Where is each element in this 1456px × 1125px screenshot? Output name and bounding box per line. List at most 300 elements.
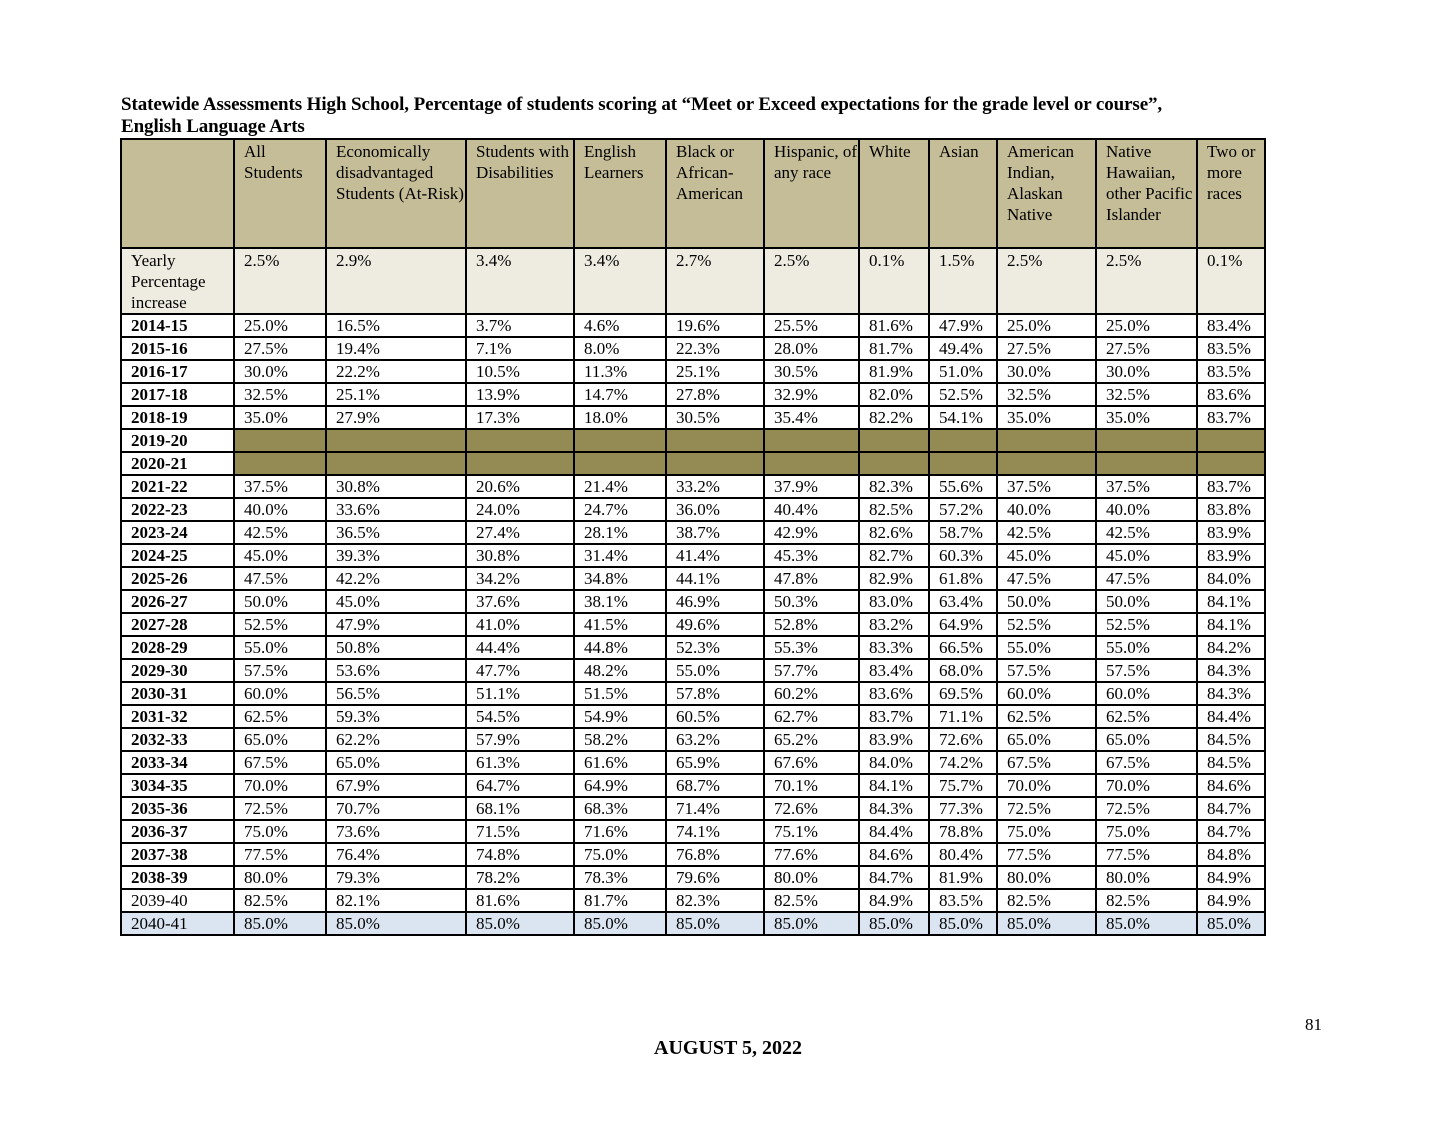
row-year-label: 2030-31 xyxy=(121,682,234,705)
table-cell: 85.0% xyxy=(326,912,466,935)
table-cell: 27.9% xyxy=(326,406,466,429)
table-cell: 52.3% xyxy=(666,636,764,659)
table-cell: 30.0% xyxy=(234,360,326,383)
row-year-label: 2028-29 xyxy=(121,636,234,659)
row-year-label: 2017-18 xyxy=(121,383,234,406)
table-cell: 51.0% xyxy=(929,360,997,383)
table-cell: 40.4% xyxy=(764,498,859,521)
table-cell: 38.7% xyxy=(666,521,764,544)
page-number: 81 xyxy=(1305,1015,1322,1034)
table-cell: 84.7% xyxy=(859,866,929,889)
table-cell: 67.9% xyxy=(326,774,466,797)
table-cell: 30.5% xyxy=(764,360,859,383)
header-cell-american-indian: American Indian, Alaskan Native xyxy=(997,139,1096,248)
table-cell: 75.0% xyxy=(997,820,1096,843)
table-cell: 47.7% xyxy=(466,659,574,682)
table-cell: 31.4% xyxy=(574,544,666,567)
table-cell: 30.8% xyxy=(466,544,574,567)
row-year-label: 2019-20 xyxy=(121,429,234,452)
row-year-label: 2014-15 xyxy=(121,314,234,337)
table-cell: 42.5% xyxy=(997,521,1096,544)
table-cell: 13.9% xyxy=(466,383,574,406)
table-cell: 76.4% xyxy=(326,843,466,866)
header-cell-two-or-more: Two or more races xyxy=(1197,139,1265,248)
header-cell-econ-disadvantaged: Economically disadvantaged Students (At-Risk) xyxy=(326,139,466,248)
table-cell: 40.0% xyxy=(997,498,1096,521)
table-cell: 84.1% xyxy=(1197,613,1265,636)
header-cell-all-students: All Students xyxy=(234,139,326,248)
table-cell: 83.0% xyxy=(859,590,929,613)
table-cell xyxy=(666,452,764,475)
table-cell: 72.5% xyxy=(1096,797,1197,820)
footer-date: AUGUST 5, 2022 xyxy=(654,1037,802,1059)
table-cell: 51.5% xyxy=(574,682,666,705)
table-cell xyxy=(997,452,1096,475)
header-cell-disabilities: Students with Disabilities xyxy=(466,139,574,248)
table-cell: 65.0% xyxy=(326,751,466,774)
table-cell: 65.0% xyxy=(1096,728,1197,751)
table-row xyxy=(121,314,1265,337)
table-row xyxy=(121,682,1265,705)
row-year-label: 2022-23 xyxy=(121,498,234,521)
table-cell: 41.5% xyxy=(574,613,666,636)
table-cell: 84.3% xyxy=(1197,682,1265,705)
table-cell: 83.6% xyxy=(1197,383,1265,406)
table-cell: 7.1% xyxy=(466,337,574,360)
table-cell xyxy=(1197,429,1265,452)
table-cell: 67.5% xyxy=(234,751,326,774)
table-cell: 52.5% xyxy=(929,383,997,406)
table-cell: 49.4% xyxy=(929,337,997,360)
table-cell: 67.5% xyxy=(1096,751,1197,774)
table-row xyxy=(121,475,1265,498)
header-cell-white: White xyxy=(859,139,929,248)
header-cell-corner xyxy=(121,139,234,248)
table-cell: 70.0% xyxy=(997,774,1096,797)
table-cell: 41.0% xyxy=(466,613,574,636)
table-cell: 75.0% xyxy=(574,843,666,866)
table-cell: 82.2% xyxy=(859,406,929,429)
table-cell: 58.2% xyxy=(574,728,666,751)
table-cell: 74.2% xyxy=(929,751,997,774)
row-year-label: 2015-16 xyxy=(121,337,234,360)
row-year-label: 2018-19 xyxy=(121,406,234,429)
table-cell: 80.4% xyxy=(929,843,997,866)
table-cell: 64.7% xyxy=(466,774,574,797)
table-cell: 47.5% xyxy=(997,567,1096,590)
table-cell: 50.0% xyxy=(997,590,1096,613)
table-cell: 57.9% xyxy=(466,728,574,751)
title-line-1: Statewide Assessments High School, Percentage of students scoring at “Meet or Exceed expectations for the grade level or course”, xyxy=(121,94,1163,115)
table-row xyxy=(121,613,1265,636)
row-year-label: 2016-17 xyxy=(121,360,234,383)
row-year-label: 2033-34 xyxy=(121,751,234,774)
table-cell: 62.5% xyxy=(1096,705,1197,728)
table-cell: 25.1% xyxy=(666,360,764,383)
table-cell: 85.0% xyxy=(1096,912,1197,935)
table-row xyxy=(121,590,1265,613)
table-cell: 32.5% xyxy=(234,383,326,406)
table-cell: 83.5% xyxy=(1197,337,1265,360)
table-cell: 82.6% xyxy=(859,521,929,544)
table-cell: 50.0% xyxy=(1096,590,1197,613)
table-cell: 42.2% xyxy=(326,567,466,590)
table-cell xyxy=(997,429,1096,452)
table-cell: 30.0% xyxy=(1096,360,1197,383)
table-cell: 68.7% xyxy=(666,774,764,797)
table-cell: 35.0% xyxy=(997,406,1096,429)
table-cell: 74.8% xyxy=(466,843,574,866)
table-cell: 71.4% xyxy=(666,797,764,820)
table-cell: 51.1% xyxy=(466,682,574,705)
table-cell: 77.5% xyxy=(997,843,1096,866)
table-cell: 83.8% xyxy=(1197,498,1265,521)
table-cell: 57.5% xyxy=(997,659,1096,682)
yearly-label: Yearly Percentage increase xyxy=(121,248,234,314)
table-cell: 68.3% xyxy=(574,797,666,820)
table-cell: 55.6% xyxy=(929,475,997,498)
table-cell: 61.6% xyxy=(574,751,666,774)
row-year-label: 2024-25 xyxy=(121,544,234,567)
table-cell: 72.5% xyxy=(997,797,1096,820)
table-cell: 70.0% xyxy=(1096,774,1197,797)
yearly-increase-row xyxy=(121,248,1265,314)
table-cell xyxy=(1096,429,1197,452)
table-row xyxy=(121,912,1265,935)
table-cell: 79.3% xyxy=(326,866,466,889)
table-cell: 82.9% xyxy=(859,567,929,590)
table-cell xyxy=(326,452,466,475)
table-cell: 28.0% xyxy=(764,337,859,360)
row-year-label: 2035-36 xyxy=(121,797,234,820)
table-cell: 81.6% xyxy=(859,314,929,337)
table-cell: 68.1% xyxy=(466,797,574,820)
table-cell: 62.5% xyxy=(234,705,326,728)
table-cell: 28.1% xyxy=(574,521,666,544)
table-cell: 27.5% xyxy=(234,337,326,360)
table-cell: 35.4% xyxy=(764,406,859,429)
table-cell xyxy=(234,429,326,452)
table-cell: 83.4% xyxy=(859,659,929,682)
table-cell: 52.8% xyxy=(764,613,859,636)
table-cell: 76.8% xyxy=(666,843,764,866)
table-cell xyxy=(574,429,666,452)
table-cell: 62.7% xyxy=(764,705,859,728)
assessment-table xyxy=(120,138,1266,936)
yearly-cell: 3.4% xyxy=(466,248,574,314)
row-year-label: 2026-27 xyxy=(121,590,234,613)
table-cell: 49.6% xyxy=(666,613,764,636)
table-cell: 84.6% xyxy=(1197,774,1265,797)
table-cell: 65.0% xyxy=(997,728,1096,751)
table-cell: 32.9% xyxy=(764,383,859,406)
table-cell: 60.3% xyxy=(929,544,997,567)
table-cell: 57.2% xyxy=(929,498,997,521)
table-cell: 32.5% xyxy=(1096,383,1197,406)
table-cell: 32.5% xyxy=(997,383,1096,406)
row-year-label: 2039-40 xyxy=(121,889,234,912)
table-cell: 40.0% xyxy=(1096,498,1197,521)
table-cell: 45.0% xyxy=(1096,544,1197,567)
table-row xyxy=(121,406,1265,429)
table-cell: 53.6% xyxy=(326,659,466,682)
table-cell: 60.2% xyxy=(764,682,859,705)
table-cell: 47.5% xyxy=(234,567,326,590)
table-cell: 25.0% xyxy=(997,314,1096,337)
table-cell: 83.9% xyxy=(1197,521,1265,544)
table-cell: 52.5% xyxy=(1096,613,1197,636)
table-cell: 60.0% xyxy=(997,682,1096,705)
table-row xyxy=(121,797,1265,820)
table-row xyxy=(121,866,1265,889)
table-cell: 39.3% xyxy=(326,544,466,567)
table-cell: 85.0% xyxy=(666,912,764,935)
table-row xyxy=(121,728,1265,751)
table-cell: 85.0% xyxy=(859,912,929,935)
yearly-cell: 2.7% xyxy=(666,248,764,314)
table-cell: 64.9% xyxy=(574,774,666,797)
table-cell: 22.2% xyxy=(326,360,466,383)
table-row xyxy=(121,774,1265,797)
table-cell: 55.0% xyxy=(666,659,764,682)
row-year-label: 2023-24 xyxy=(121,521,234,544)
table-cell: 83.9% xyxy=(859,728,929,751)
row-year-label: 2031-32 xyxy=(121,705,234,728)
table-cell: 44.1% xyxy=(666,567,764,590)
table-cell: 80.0% xyxy=(1096,866,1197,889)
table-cell: 84.5% xyxy=(1197,751,1265,774)
table-cell: 75.7% xyxy=(929,774,997,797)
table-cell: 42.5% xyxy=(1096,521,1197,544)
table-row xyxy=(121,360,1265,383)
table-cell: 17.3% xyxy=(466,406,574,429)
table-cell: 57.5% xyxy=(1096,659,1197,682)
table-cell: 41.4% xyxy=(666,544,764,567)
table-cell: 82.3% xyxy=(666,889,764,912)
table-cell: 60.0% xyxy=(1096,682,1197,705)
table-cell: 14.7% xyxy=(574,383,666,406)
table-cell: 83.4% xyxy=(1197,314,1265,337)
table-row xyxy=(121,843,1265,866)
table-cell: 84.0% xyxy=(1197,567,1265,590)
table-row xyxy=(121,705,1265,728)
table-cell xyxy=(1096,452,1197,475)
table-cell: 71.1% xyxy=(929,705,997,728)
table-cell: 55.3% xyxy=(764,636,859,659)
table-cell: 37.5% xyxy=(234,475,326,498)
table-cell: 36.0% xyxy=(666,498,764,521)
table-cell: 72.5% xyxy=(234,797,326,820)
table-cell: 47.9% xyxy=(929,314,997,337)
yearly-cell: 2.5% xyxy=(764,248,859,314)
table-cell: 82.0% xyxy=(859,383,929,406)
table-cell: 83.7% xyxy=(1197,475,1265,498)
table-cell: 83.7% xyxy=(859,705,929,728)
title-line-2: English Language Arts xyxy=(121,116,305,137)
table-cell: 81.9% xyxy=(859,360,929,383)
table-cell: 55.0% xyxy=(997,636,1096,659)
yearly-cell: 2.5% xyxy=(997,248,1096,314)
row-year-label: 3034-35 xyxy=(121,774,234,797)
table-cell: 50.0% xyxy=(234,590,326,613)
table-cell xyxy=(764,429,859,452)
header-cell-black: Black or African-American xyxy=(666,139,764,248)
table-cell: 44.4% xyxy=(466,636,574,659)
table-cell: 25.0% xyxy=(1096,314,1197,337)
table-cell: 57.5% xyxy=(234,659,326,682)
table-row xyxy=(121,636,1265,659)
table-cell: 75.1% xyxy=(764,820,859,843)
table-cell xyxy=(929,429,997,452)
table-cell: 84.0% xyxy=(859,751,929,774)
table-cell: 63.4% xyxy=(929,590,997,613)
table-cell xyxy=(466,429,574,452)
table-cell: 84.4% xyxy=(1197,705,1265,728)
table-cell: 82.3% xyxy=(859,475,929,498)
table-cell: 80.0% xyxy=(997,866,1096,889)
table-cell: 52.5% xyxy=(234,613,326,636)
table-cell: 24.7% xyxy=(574,498,666,521)
table-cell: 84.7% xyxy=(1197,820,1265,843)
table-cell: 11.3% xyxy=(574,360,666,383)
table-cell: 62.2% xyxy=(326,728,466,751)
table-row xyxy=(121,820,1265,843)
table-cell: 25.0% xyxy=(234,314,326,337)
table-cell: 47.5% xyxy=(1096,567,1197,590)
table-cell: 75.0% xyxy=(234,820,326,843)
row-year-label: 2021-22 xyxy=(121,475,234,498)
table-cell: 50.3% xyxy=(764,590,859,613)
table-row xyxy=(121,498,1265,521)
table-cell: 66.5% xyxy=(929,636,997,659)
table-cell: 61.8% xyxy=(929,567,997,590)
table-cell: 83.7% xyxy=(1197,406,1265,429)
table-cell: 18.0% xyxy=(574,406,666,429)
table-cell: 82.5% xyxy=(997,889,1096,912)
table-cell: 72.6% xyxy=(929,728,997,751)
row-year-label: 2025-26 xyxy=(121,567,234,590)
table-cell: 27.8% xyxy=(666,383,764,406)
table-cell: 85.0% xyxy=(466,912,574,935)
table-cell: 83.6% xyxy=(859,682,929,705)
table-cell: 82.5% xyxy=(1096,889,1197,912)
table-cell: 50.8% xyxy=(326,636,466,659)
table-cell: 84.1% xyxy=(1197,590,1265,613)
table-cell: 84.3% xyxy=(859,797,929,820)
table-cell: 84.6% xyxy=(859,843,929,866)
table-cell: 81.7% xyxy=(574,889,666,912)
row-year-label: 2038-39 xyxy=(121,866,234,889)
table-cell: 42.5% xyxy=(234,521,326,544)
row-year-label: 2032-33 xyxy=(121,728,234,751)
table-row xyxy=(121,889,1265,912)
table-cell: 84.1% xyxy=(859,774,929,797)
table-cell: 37.5% xyxy=(1096,475,1197,498)
table-cell: 68.0% xyxy=(929,659,997,682)
table-cell: 25.5% xyxy=(764,314,859,337)
table-cell: 83.5% xyxy=(929,889,997,912)
table-cell: 81.6% xyxy=(466,889,574,912)
yearly-cell: 3.4% xyxy=(574,248,666,314)
table-row xyxy=(121,659,1265,682)
table-cell: 62.5% xyxy=(997,705,1096,728)
table-cell: 27.4% xyxy=(466,521,574,544)
table-cell: 21.4% xyxy=(574,475,666,498)
table-cell: 40.0% xyxy=(234,498,326,521)
table-cell: 84.8% xyxy=(1197,843,1265,866)
yearly-cell: 0.1% xyxy=(859,248,929,314)
table-cell: 55.0% xyxy=(234,636,326,659)
table-cell: 85.0% xyxy=(929,912,997,935)
table-body xyxy=(121,314,1265,935)
table-cell: 33.6% xyxy=(326,498,466,521)
table-cell: 60.5% xyxy=(666,705,764,728)
table-cell: 3.7% xyxy=(466,314,574,337)
table-cell xyxy=(574,452,666,475)
table-row xyxy=(121,452,1265,475)
table-cell: 75.0% xyxy=(1096,820,1197,843)
table-cell: 81.7% xyxy=(859,337,929,360)
table-cell xyxy=(666,429,764,452)
table-cell: 84.2% xyxy=(1197,636,1265,659)
table-row xyxy=(121,751,1265,774)
table-cell: 67.6% xyxy=(764,751,859,774)
row-year-label: 2040-41 xyxy=(121,912,234,935)
table-cell: 77.5% xyxy=(1096,843,1197,866)
table-cell: 24.0% xyxy=(466,498,574,521)
row-year-label: 2020-21 xyxy=(121,452,234,475)
table-cell: 37.9% xyxy=(764,475,859,498)
table-cell: 52.5% xyxy=(997,613,1096,636)
table-cell: 46.9% xyxy=(666,590,764,613)
table-cell: 8.0% xyxy=(574,337,666,360)
table-cell: 73.6% xyxy=(326,820,466,843)
table-row xyxy=(121,383,1265,406)
header-cell-asian: Asian xyxy=(929,139,997,248)
table-cell: 30.5% xyxy=(666,406,764,429)
table-row xyxy=(121,521,1265,544)
table-cell xyxy=(1197,452,1265,475)
table-cell: 4.6% xyxy=(574,314,666,337)
table-cell xyxy=(859,452,929,475)
table-cell: 54.5% xyxy=(466,705,574,728)
table-cell: 55.0% xyxy=(1096,636,1197,659)
header-row xyxy=(121,139,1265,248)
table-row xyxy=(121,429,1265,452)
table-cell: 60.0% xyxy=(234,682,326,705)
table-cell: 45.0% xyxy=(234,544,326,567)
table-cell: 70.7% xyxy=(326,797,466,820)
table-cell: 84.4% xyxy=(859,820,929,843)
table-cell xyxy=(326,429,466,452)
yearly-cell: 0.1% xyxy=(1197,248,1265,314)
table-cell: 19.4% xyxy=(326,337,466,360)
row-year-label: 2027-28 xyxy=(121,613,234,636)
table-cell: 78.3% xyxy=(574,866,666,889)
table-cell xyxy=(859,429,929,452)
table-cell: 82.5% xyxy=(764,889,859,912)
table-cell: 27.5% xyxy=(1096,337,1197,360)
row-year-label: 2037-38 xyxy=(121,843,234,866)
table-cell xyxy=(929,452,997,475)
table-cell: 25.1% xyxy=(326,383,466,406)
table-cell: 44.8% xyxy=(574,636,666,659)
table-cell: 69.5% xyxy=(929,682,997,705)
header-cell-hispanic: Hispanic, of any race xyxy=(764,139,859,248)
table-cell: 74.1% xyxy=(666,820,764,843)
table-cell: 78.2% xyxy=(466,866,574,889)
table-cell: 84.9% xyxy=(1197,889,1265,912)
